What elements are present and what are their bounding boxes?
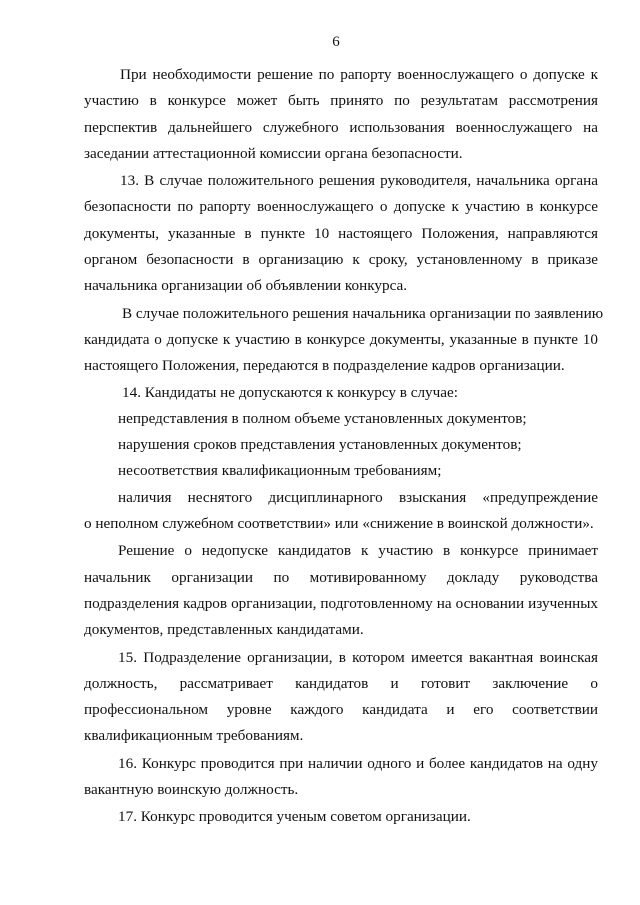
text-line: перспектив дальнейшего служебного использования военнослужащего на: [84, 118, 598, 136]
text-line: начальника организации об объявлении конкурса.: [84, 277, 408, 295]
text-line: участию в конкурсе может быть принято по результатам рассмотрения: [84, 92, 598, 110]
text-line: Решение о недопуске кандидатов к участию в конкурсе принимает: [118, 542, 598, 560]
page-number: 6: [332, 34, 340, 50]
text-line: документы, указанные в пункте 10 настоящего Положения, направляются: [84, 224, 598, 242]
text-line: кандидата о допуске к участию в конкурсе документы, указанные в пункте 10: [84, 330, 598, 348]
text-line: В случае положительного решения начальника организации по заявлению: [122, 304, 604, 322]
text-line: заседании аттестационной комиссии органа безопасности.: [84, 144, 463, 162]
text-line: начальник организации по мотивированному докладу руководства: [84, 568, 598, 586]
text-line: несоответствия квалификационным требованиям;: [118, 462, 442, 480]
text-line: При необходимости решение по рапорту военнослужащего о допуске к: [120, 66, 598, 83]
text-line: о неполном служебном соответствии» или «снижение в воинской должности».: [84, 515, 594, 533]
text-line: настоящего Положения, передаются в подразделение кадров организации.: [84, 357, 565, 375]
text-line: 17. Конкурс проводится ученым советом организации.: [118, 808, 471, 826]
text-line: документов, представленных кандидатами.: [84, 621, 364, 639]
text-line: 14. Кандидаты не допускаются к конкурсу в случае:: [122, 383, 458, 401]
text-line: нарушения сроков представления установленных документов;: [118, 436, 522, 454]
text-line: 16. Конкурс проводится при наличии одного и более кандидатов на одну: [118, 754, 598, 772]
text-line: профессиональном уровне каждого кандидата и его соответствии: [84, 701, 598, 719]
text-line: органом безопасности в организацию к сроку, установленному в приказе: [84, 251, 598, 269]
document-body: [84, 62, 604, 831]
text-line: вакантную воинскую должность.: [84, 781, 299, 799]
text-line: подразделения кадров организации, подготовленному на основании изученных: [84, 594, 598, 612]
text-line: безопасности по рапорту военнослужащего о допуске к участию в конкурсе: [84, 198, 598, 216]
text-line: должность, рассматривает кандидатов и готовит заключение о: [84, 674, 598, 692]
text-line: 15. Подразделение организации, в котором имеется вакантная воинская: [118, 648, 598, 666]
text-line: квалификационным требованиям.: [84, 727, 304, 745]
text-line: наличия неснятого дисциплинарного взыскания «предупреждение: [118, 488, 598, 506]
text-line: 13. В случае положительного решения руководителя, начальника органа: [120, 172, 598, 190]
text-line: непредставления в полном объеме установленных документов;: [118, 409, 527, 427]
